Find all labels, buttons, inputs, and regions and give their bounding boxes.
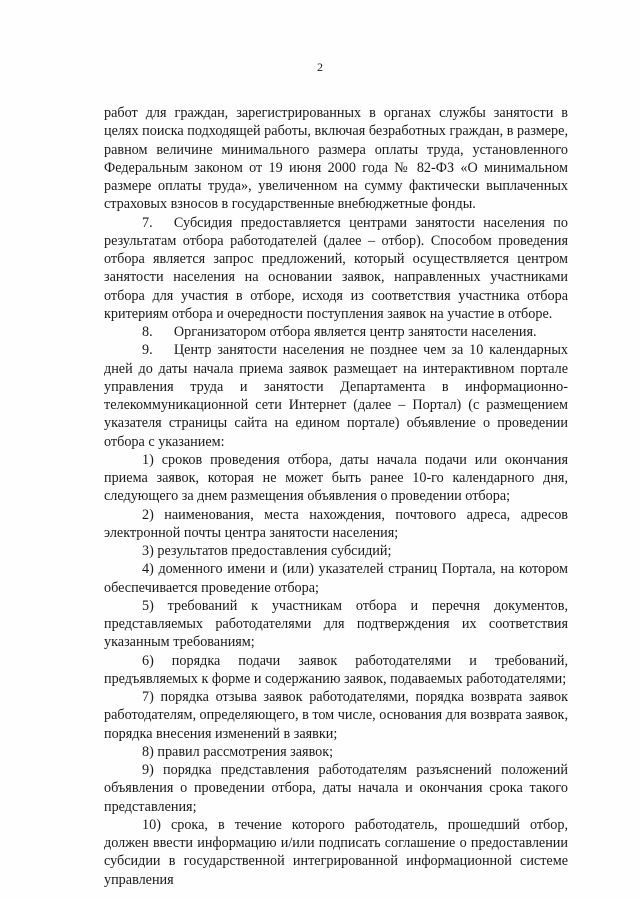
list-item-1: 1) сроков проведения отбора, даты начала подачи или окончания приема заявок, которая не может быть ранее 10-го календарного дня, следующего за днем размещения объявления о проведении отбора; (104, 451, 568, 505)
list-item-2: 2) наименования, места нахождения, почтового адреса, адресов электронной почты центра занятости населения; (104, 506, 568, 541)
list-item-8: 8) правил рассмотрения заявок; (142, 743, 334, 760)
list-item-6: 6) порядка подачи заявок работодателями и требований, предъявляемых к форме и содержанию заявок, подаваемых работодателями; (104, 652, 568, 687)
list-item-7: 7) порядка отзыва заявок работодателями, порядка возврата заявок работодателям, определяющего, в том числе, основания для возврата заявок, порядка внесения изменений в заявки; (104, 689, 568, 742)
paragraph-item-7: 7. Субсидия предоставляется центрами занятости населения по результатам отбора работодателей (далее – отбор). Способом проведения отбора является запрос предложений, который осуществляется центром занятости населения на основании заявок, направленных участниками отбора для участия в отборе, исходя из соответствия участника отбора критериям отбора и очередности поступления заявок на участие в отборе. (104, 214, 568, 322)
paragraph-item-9: 9. Центр занятости населения не позднее чем за 10 календарных дней до даты начала приема заявок размещает на интерактивном портале управления труда и занятости Департамента в информационно-телекоммуникационной сети Интернет (далее – Портал) (с размещением указателя страницы сайта на едином портале) объявление о проведении отбора с указанием: (104, 342, 568, 450)
list-item-5: 5) требований к участникам отбора и перечня документов, представляемых работодателями для подтверждения их соответствия указанным требованиям; (104, 597, 568, 651)
paragraph-item-8: 8. Организатором отбора является центр занятости населения. (142, 324, 537, 340)
list-item-10: 10) срока, в течение которого работодатель, прошедший отбор, должен ввести информацию и/или подписать соглашение о предоставлении субсидии в государственной интегрированной информационной системе управления (104, 816, 568, 888)
page-number: 2 (317, 60, 323, 74)
document-body (104, 104, 568, 889)
list-item-4: 4) доменного имени и (или) указателей страниц Портала, на котором обеспечивается проведение отбора; (104, 561, 568, 596)
list-item-3: 3) результатов предоставления субсидий; (142, 543, 392, 559)
list-item-9: 9) порядка представления работодателям разъяснений положений объявления о проведении отбора, даты начала и окончания срока такого представления; (104, 762, 568, 815)
paragraph-continuation: работ для граждан, зарегистрированных в органах службы занятости в целях поиска подходящей работы, включая безработных граждан, в размере, равном величине минимального размера оплаты труда, установленного Федеральным законом от 19 июня 2000 года № 82-ФЗ «О минимальном размере оплаты труда», увеличенном на сумму фактически выплаченных страховых взносов в государственные внебюджетные фонды. (104, 105, 568, 213)
